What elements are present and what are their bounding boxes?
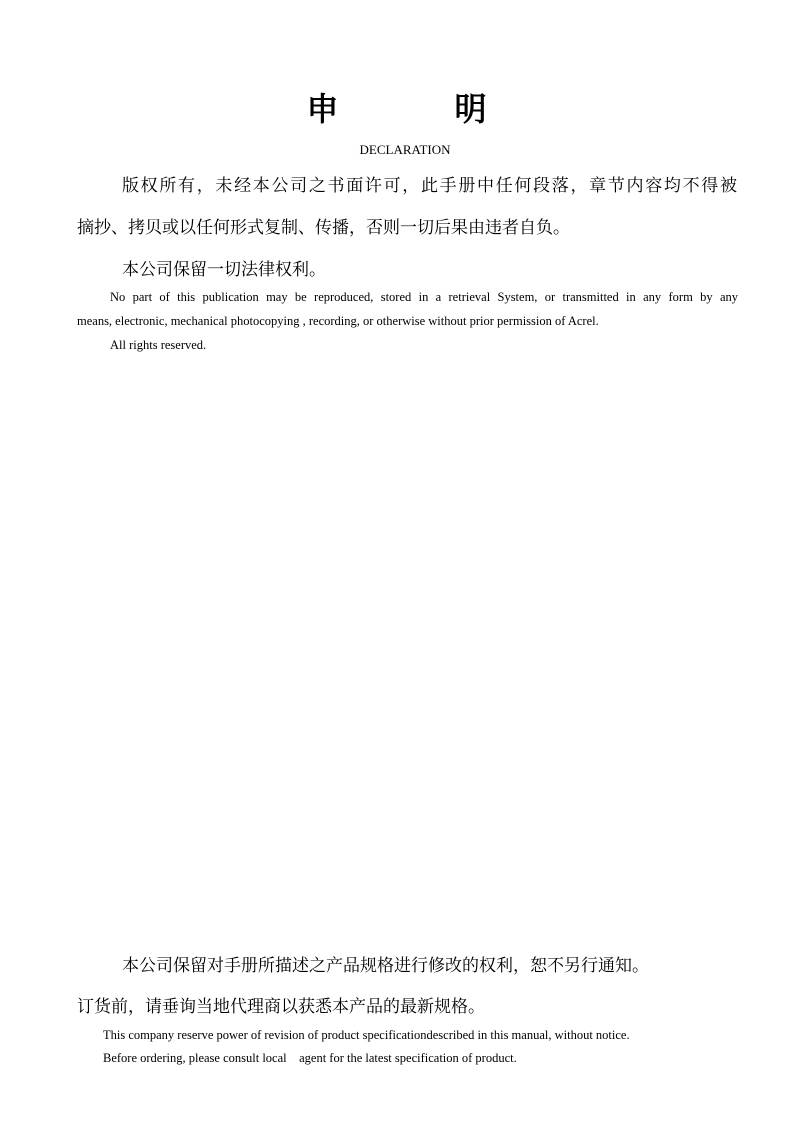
footer-cn-line-2: 订货前，请垂询当地代理商以获悉本产品的最新规格。 [77, 997, 485, 1017]
page-subtitle: DECLARATION [359, 142, 451, 157]
en-paragraph-line-1: No part of this publication may be reproduced, stored in a retrieval System, or transmitted in any form by any [110, 290, 738, 304]
cn-rights-line: 本公司保留一切法律权利。 [122, 260, 326, 280]
cn-paragraph-line-2: 摘抄、拷贝或以任何形式复制、传播，否则一切后果由违者自负。 [77, 218, 570, 238]
footer-en-line-1: This company reserve power of revision of product specificationdescribed in this manual, without notice. [103, 1028, 630, 1042]
cn-paragraph-line-1: 版权所有，未经本公司之书面许可，此手册中任何段落，章节内容均不得被 [122, 176, 737, 196]
en-paragraph-line-2: means, electronic, mechanical photocopying , recording, or otherwise without prior permission of Acrel. [77, 314, 599, 328]
page-title: 申 明 [306, 90, 529, 128]
footer-cn-line-1: 本公司保留对手册所描述之产品规格进行修改的权利，恕不另行通知。 [122, 956, 649, 976]
footer-en-line-2: Before ordering, please consult local agent for the latest specification of product. [103, 1051, 517, 1065]
en-rights-line: All rights reserved. [110, 338, 207, 352]
